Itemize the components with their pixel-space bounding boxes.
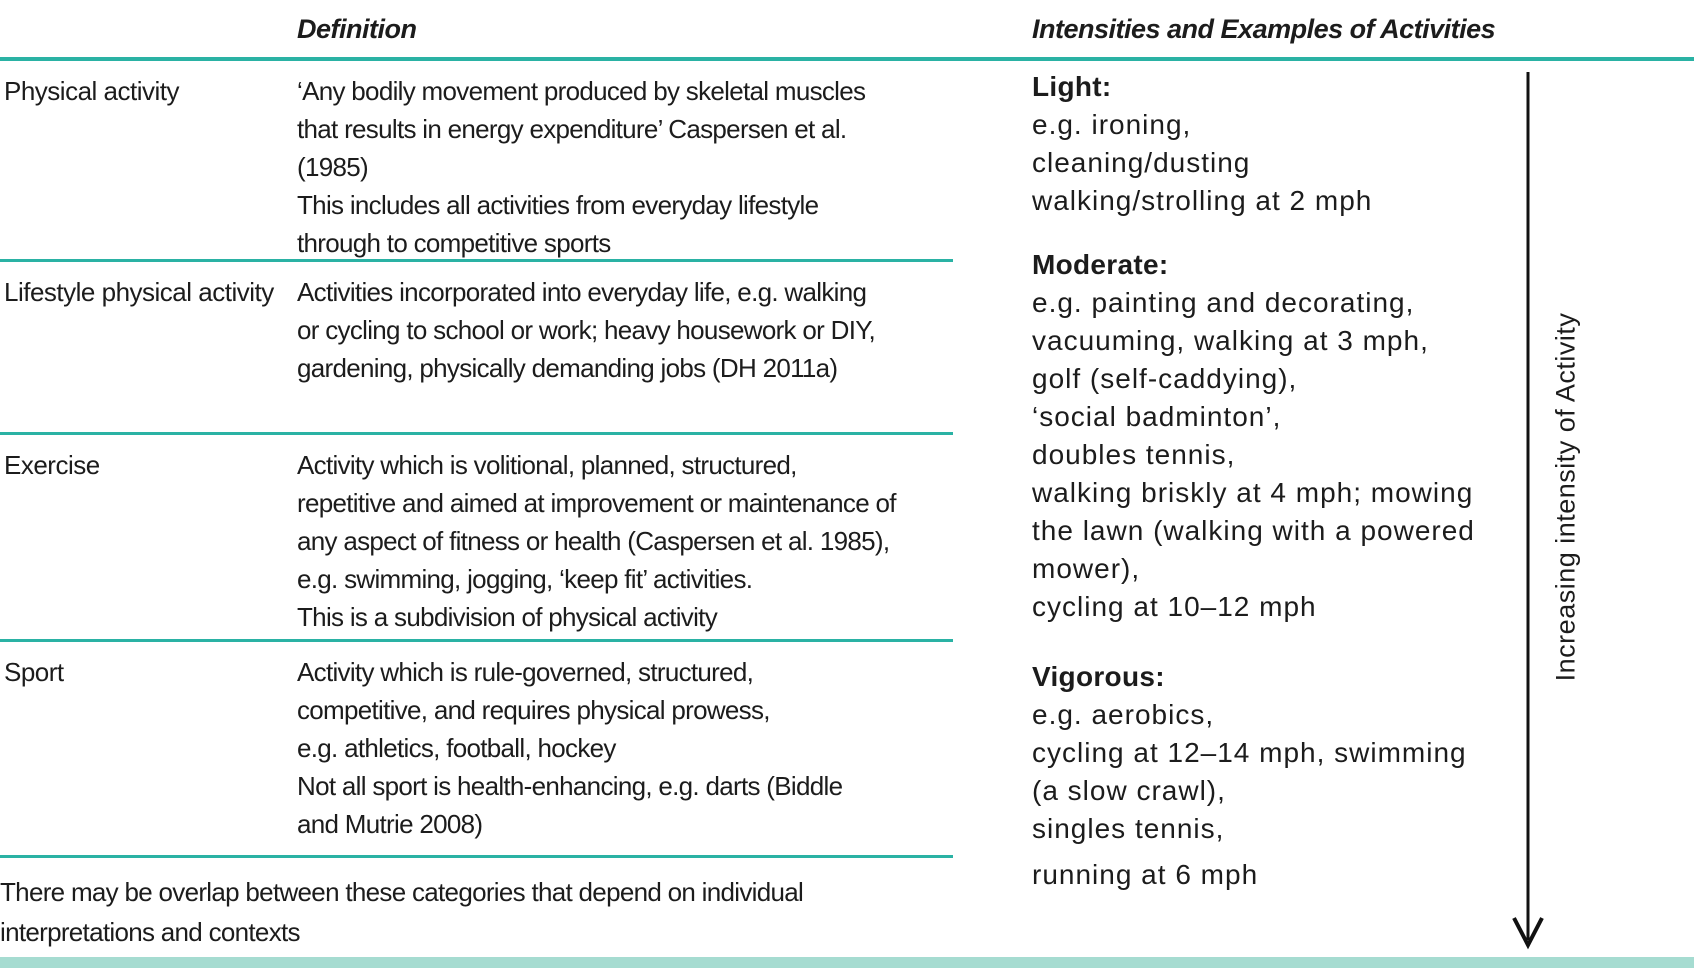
definition-line: Not all sport is health-enhancing, e.g. darts (Biddle: [297, 771, 843, 801]
intensity-example: running at 6 mph: [1032, 859, 1259, 890]
term-label: Exercise: [4, 450, 100, 480]
definition-line: any aspect of fitness or health (Caspersen et al. 1985),: [297, 526, 890, 556]
term-label: Sport: [4, 657, 64, 687]
intensity-label: Vigorous:: [1032, 661, 1165, 692]
intensities-column-header: Intensities and Examples of Activities: [1032, 14, 1496, 44]
intensity-example: (a slow crawl),: [1032, 775, 1226, 806]
intensity-example: ‘social badminton’,: [1032, 401, 1282, 432]
definition-line: ‘Any bodily movement produced by skeletal muscles: [297, 76, 866, 106]
definitions-table: [0, 61, 953, 952]
definition-line: Activity which is rule-governed, structured,: [297, 657, 754, 687]
intensity-example: doubles tennis,: [1032, 439, 1236, 470]
term-label: Lifestyle physical activity: [4, 277, 274, 307]
intensity-label: Moderate:: [1032, 249, 1169, 280]
definition-line: or cycling to school or work; heavy housework or DIY,: [297, 315, 876, 345]
definition-line: e.g. swimming, jogging, ‘keep fit’ activities.: [297, 564, 753, 594]
intensity-example: singles tennis,: [1032, 813, 1225, 844]
intensity-label: Light:: [1032, 71, 1112, 102]
term-label: Physical activity: [4, 76, 179, 106]
definition-line: competitive, and requires physical prowess,: [297, 695, 770, 725]
increasing-intensity-axis-label: Increasing intensity of Activity: [1550, 312, 1581, 682]
intensity-section-light: [1032, 68, 1502, 220]
definition-line: Activity which is volitional, planned, structured,: [297, 450, 797, 480]
definition-line: e.g. athletics, football, hockey: [297, 733, 616, 763]
table-row-sport: [0, 642, 953, 858]
definition-column-header: Definition: [297, 14, 417, 44]
intensity-example: cycling at 10–12 mph: [1032, 591, 1317, 622]
definition-line: Activities incorporated into everyday life, e.g. walking: [297, 277, 867, 307]
definition-line: This is a subdivision of physical activity: [297, 602, 718, 632]
bottom-band: [0, 957, 1694, 968]
intensity-example: e.g. painting and decorating,: [1032, 287, 1415, 318]
table-row-physical-activity: [0, 61, 953, 262]
intensity-example: cleaning/dusting: [1032, 147, 1251, 178]
intensity-section-vigorous: [1032, 658, 1502, 894]
intensity-example: walking/strolling at 2 mph: [1032, 185, 1373, 216]
intensity-example: walking briskly at 4 mph; mowing: [1032, 477, 1474, 508]
footnote-line: There may be overlap between these categories that depend on individual: [0, 877, 804, 907]
definition-line: (1985): [297, 152, 368, 182]
table-row-lifestyle-physical-activity: [0, 262, 953, 435]
definition-line: repetitive and aimed at improvement or maintenance of: [297, 488, 896, 518]
intensity-example: golf (self-caddying),: [1032, 363, 1298, 394]
definition-line: that results in energy expenditure’ Caspersen et al.: [297, 114, 847, 144]
definition-cell: [297, 70, 953, 259]
intensity-examples-column: [1032, 68, 1502, 894]
definition-cell: [297, 651, 953, 855]
intensity-example: vacuuming, walking at 3 mph,: [1032, 325, 1429, 356]
intensity-example: e.g. aerobics,: [1032, 699, 1215, 730]
definition-line: through to competitive sports: [297, 228, 611, 258]
intensity-example: the lawn (walking with a powered: [1032, 515, 1475, 546]
footnote-line: interpretations and contexts: [0, 917, 300, 947]
definition-line: and Mutrie 2008): [297, 809, 483, 839]
intensity-section-moderate: [1032, 246, 1502, 626]
intensity-example: e.g. ironing,: [1032, 109, 1192, 140]
intensity-example: mower),: [1032, 553, 1141, 584]
definition-cell: [297, 271, 953, 432]
down-arrow-icon: [1508, 66, 1548, 956]
footnote: [0, 858, 953, 952]
intensity-example: cycling at 12–14 mph, swimming: [1032, 737, 1467, 768]
definition-line: gardening, physically demanding jobs (DH 2011a): [297, 353, 838, 383]
definition-cell: [297, 444, 953, 639]
table-row-exercise: [0, 435, 953, 642]
definition-line: This includes all activities from everyday lifestyle: [297, 190, 819, 220]
